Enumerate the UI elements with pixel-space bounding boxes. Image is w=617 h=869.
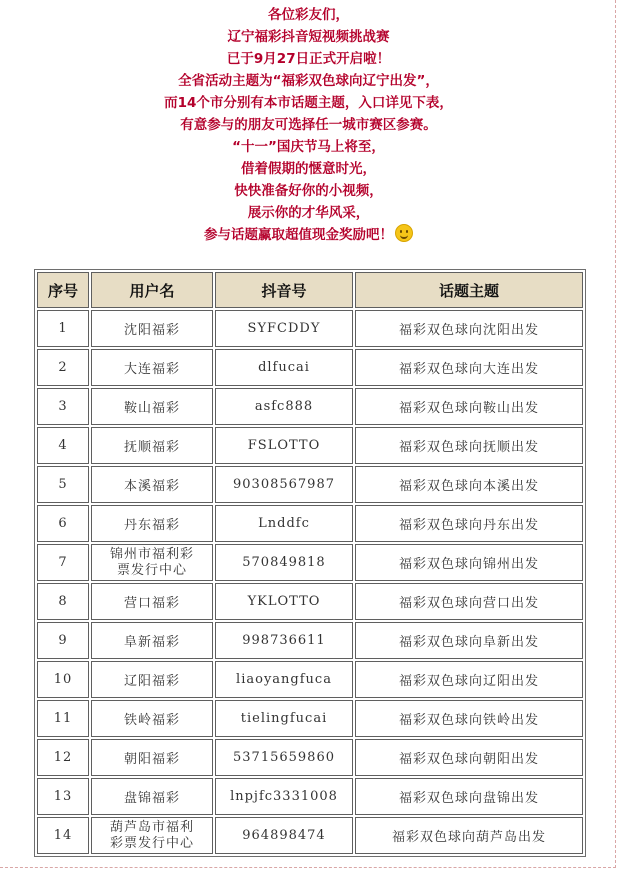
row-index: 11 (37, 700, 89, 737)
table-row (37, 817, 583, 854)
city-topic-table (34, 269, 586, 857)
row-topic: 福彩双色球向营口出发 (355, 583, 583, 620)
row-index: 13 (37, 778, 89, 815)
table-row (37, 778, 583, 815)
username-line: 丹东福彩 (123, 518, 180, 533)
intro-line: 各位彩友们， (268, 7, 349, 23)
row-username (91, 349, 213, 386)
username-line: 铁岭福彩 (123, 713, 180, 728)
row-douyin-id: lnpjfc3331008 (215, 778, 353, 815)
row-username (91, 466, 213, 503)
row-douyin-id: dlfucai (215, 349, 353, 386)
row-index: 10 (37, 661, 89, 698)
row-username (91, 700, 213, 737)
intro-line: 展示你的才华风采， (247, 205, 370, 221)
header-topic: 话题主题 (355, 272, 583, 308)
intro-line: 而14个市分别有本市话题主题，入口详见下表， (164, 95, 453, 111)
row-username (91, 661, 213, 698)
row-username (91, 778, 213, 815)
username-line: 锦州市福利彩 (109, 546, 194, 562)
intro-line-text: 参与话题赢取超值现金奖励吧！ (204, 227, 393, 243)
row-douyin-id: Lnddfc (215, 505, 353, 542)
row-username (91, 817, 213, 854)
intro-line: 全省活动主题为“福彩双色球向辽宁出发”， (178, 73, 439, 89)
username-line: 辽阳福彩 (123, 674, 180, 689)
table-row (37, 466, 583, 503)
header-username: 用户名 (91, 272, 213, 308)
username-line: 彩票发行中心 (109, 835, 194, 851)
row-index: 6 (37, 505, 89, 542)
row-topic: 福彩双色球向辽阳出发 (355, 661, 583, 698)
row-douyin-id: asfc888 (215, 388, 353, 425)
row-username (91, 427, 213, 464)
intro-line: “十一”国庆节马上将至， (232, 139, 385, 155)
table-row (37, 622, 583, 659)
row-topic: 福彩双色球向锦州出发 (355, 544, 583, 581)
row-douyin-id: SYFCDDY (215, 310, 353, 347)
row-douyin-id: 964898474 (215, 817, 353, 854)
row-topic: 福彩双色球向朝阳出发 (355, 739, 583, 776)
row-username (91, 739, 213, 776)
row-douyin-id: FSLOTTO (215, 427, 353, 464)
table-row (37, 583, 583, 620)
row-index: 2 (37, 349, 89, 386)
row-douyin-id: 998736611 (215, 622, 353, 659)
grinning-face-emoji-icon (395, 224, 413, 242)
row-topic: 福彩双色球向大连出发 (355, 349, 583, 386)
username-line: 沈阳福彩 (123, 323, 180, 338)
table-row (37, 544, 583, 581)
row-username (91, 388, 213, 425)
table-row (37, 427, 583, 464)
username-line: 票发行中心 (116, 562, 187, 578)
table-row (37, 739, 583, 776)
header-douyin-id: 抖音号 (215, 272, 353, 308)
row-username (91, 622, 213, 659)
intro-line: 有意参与的朋友可选择任一城市赛区参赛。 (180, 117, 437, 133)
table-row (37, 310, 583, 347)
intro-line: 已于9月27日正式开启啦！ (226, 51, 391, 67)
row-username (91, 505, 213, 542)
intro-line: 辽宁福彩抖音短视频挑战赛 (227, 29, 390, 45)
row-topic: 福彩双色球向铁岭出发 (355, 700, 583, 737)
table-row (37, 388, 583, 425)
row-username (91, 310, 213, 347)
row-topic: 福彩双色球向丹东出发 (355, 505, 583, 542)
table-row (37, 505, 583, 542)
username-line: 鞍山福彩 (123, 401, 180, 416)
row-douyin-id: 53715659860 (215, 739, 353, 776)
table-header-row (37, 272, 583, 308)
username-line: 阜新福彩 (123, 635, 180, 650)
username-line: 本溪福彩 (123, 479, 180, 494)
row-index: 4 (37, 427, 89, 464)
table-row (37, 349, 583, 386)
row-topic: 福彩双色球向鞍山出发 (355, 388, 583, 425)
username-line: 抚顺福彩 (123, 440, 180, 455)
row-douyin-id: YKLOTTO (215, 583, 353, 620)
username-line: 朝阳福彩 (123, 752, 180, 767)
row-topic: 福彩双色球向阜新出发 (355, 622, 583, 659)
row-username (91, 544, 213, 581)
table-row (37, 700, 583, 737)
row-douyin-id: 90308567987 (215, 466, 353, 503)
intro-text (0, 4, 617, 246)
username-line: 营口福彩 (123, 596, 180, 611)
intro-line: 快快准备好你的小视频， (234, 183, 383, 199)
row-index: 12 (37, 739, 89, 776)
table-row (37, 661, 583, 698)
row-index: 7 (37, 544, 89, 581)
row-topic: 福彩双色球向抚顺出发 (355, 427, 583, 464)
row-douyin-id: liaoyangfuca (215, 661, 353, 698)
row-index: 9 (37, 622, 89, 659)
row-douyin-id: tielingfucai (215, 700, 353, 737)
row-douyin-id: 570849818 (215, 544, 353, 581)
intro-line-last (0, 224, 617, 246)
row-topic: 福彩双色球向本溪出发 (355, 466, 583, 503)
username-line: 葫芦岛市福利 (109, 819, 194, 835)
row-topic: 福彩双色球向盘锦出发 (355, 778, 583, 815)
username-line: 大连福彩 (123, 362, 180, 377)
row-topic: 福彩双色球向葫芦岛出发 (355, 817, 583, 854)
row-topic: 福彩双色球向沈阳出发 (355, 310, 583, 347)
row-index: 5 (37, 466, 89, 503)
row-index: 3 (37, 388, 89, 425)
row-username (91, 583, 213, 620)
header-index: 序号 (37, 272, 89, 308)
intro-line: 借着假期的惬意时光， (241, 161, 376, 177)
username-line: 盘锦福彩 (123, 791, 180, 806)
row-index: 8 (37, 583, 89, 620)
row-index: 14 (37, 817, 89, 854)
table-body (37, 310, 583, 854)
row-index: 1 (37, 310, 89, 347)
